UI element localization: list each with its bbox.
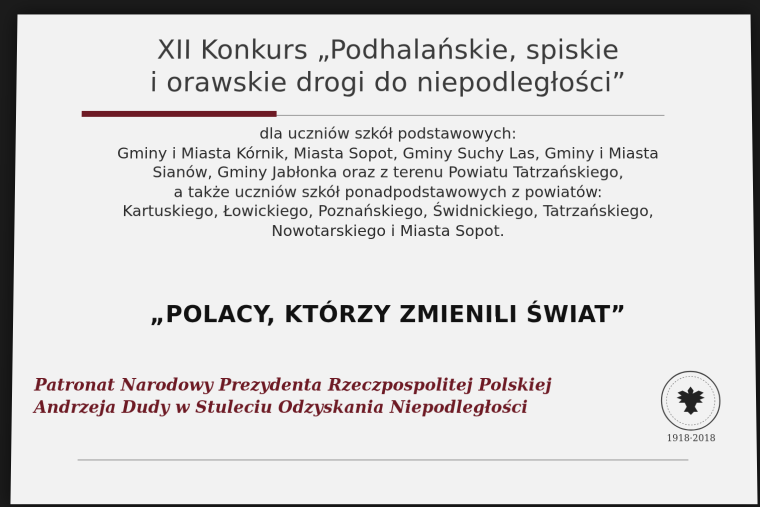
emblem-years: 1918·2018 [666, 434, 716, 445]
theme-headline: „POLACY, KTÓRZY ZMIENILI ŚWIAT” [149, 302, 627, 329]
body-line: Sianów, Gminy Jabłonka oraz z terenu Powiatu Tatrzańskiego, [152, 163, 624, 182]
title-line-2: i orawskie drogi do niepodległości” [149, 67, 627, 99]
title-line-1: XII Konkurs „Podhalańskie, spiskie [156, 35, 620, 66]
patronage-text [34, 374, 648, 418]
body-line: Nowotarskiego i Miasta Sopot. [271, 221, 505, 240]
body-line: a także uczniów szkół ponadpodstawowych z powiatów: [173, 182, 603, 201]
body-line: dla uczniów szkół podstawowych: [259, 124, 517, 143]
bottom-divider [78, 459, 689, 460]
participants-text [38, 125, 738, 241]
title-accent-bar [82, 111, 277, 117]
patronage-line-2: Andrzeja Dudy w Stuleciu Odzyskania Niepodległości [33, 397, 528, 417]
slide-title [80, 34, 696, 99]
body-line: Kartuskiego, Łowickiego, Poznańskiego, Świdnickiego, Tatrzańskiego, [122, 202, 654, 221]
projected-slide [10, 14, 757, 504]
title-divider [277, 115, 665, 116]
body-line: Gminy i Miasta Kórnik, Miasta Sopot, Gminy Suchy Las, Gminy i Miasta [117, 144, 659, 162]
eagle-emblem-icon [655, 368, 726, 451]
patronage-line-1: Patronat Narodowy Prezydenta Rzeczpospolitej Polskiej [34, 375, 552, 395]
